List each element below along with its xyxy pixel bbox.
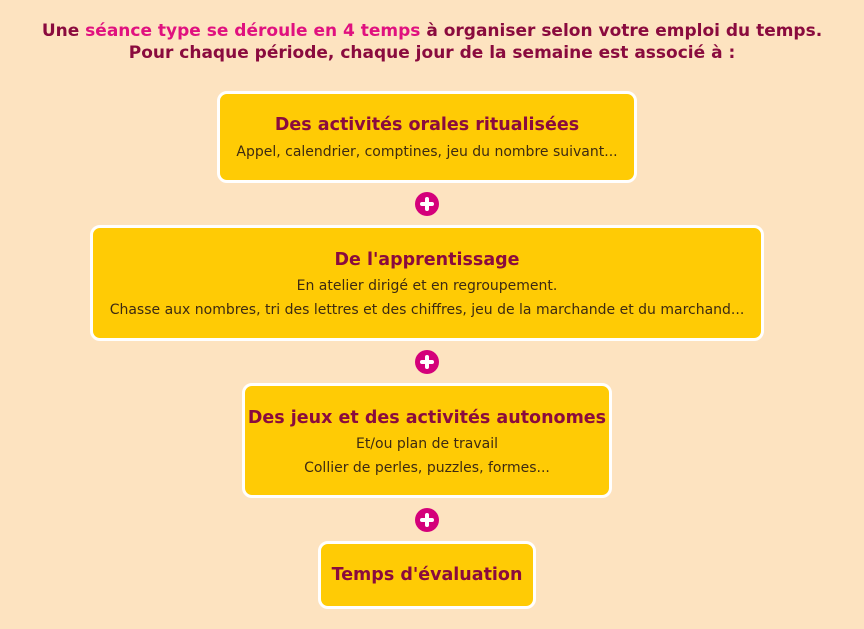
step-title: Des activités orales ritualisées bbox=[274, 115, 580, 135]
intro-line-1 bbox=[0, 20, 864, 42]
step-evaluation bbox=[318, 541, 536, 609]
intro-line-1-accent: séance type se déroule en 4 temps bbox=[85, 21, 421, 41]
step-line: Appel, calendrier, comptines, jeu du nombre suivant... bbox=[236, 144, 618, 160]
step-line: Collier de perles, puzzles, formes... bbox=[304, 460, 550, 476]
step-line: Chasse aux nombres, tri des lettres et des chiffres, jeu de la marchande et du marchand... bbox=[109, 302, 745, 318]
intro-text bbox=[0, 20, 864, 64]
step-oral-activities bbox=[217, 91, 637, 183]
step-line: En atelier dirigé et en regroupement. bbox=[296, 278, 558, 294]
intro-line-1-start: Une bbox=[41, 21, 86, 41]
intro-line-1-end: à organiser selon votre emploi du temps. bbox=[420, 21, 823, 41]
step-autonomous-games bbox=[242, 383, 612, 498]
step-line: Et/ou plan de travail bbox=[355, 436, 499, 452]
plus-icon bbox=[415, 508, 439, 532]
step-learning bbox=[90, 225, 764, 341]
step-title: Temps d'évaluation bbox=[331, 565, 523, 585]
plus-icon bbox=[415, 192, 439, 216]
plus-icon bbox=[415, 350, 439, 374]
intro-line-2: Pour chaque période, chaque jour de la semaine est associé à : bbox=[128, 43, 736, 63]
step-title: Des jeux et des activités autonomes bbox=[247, 408, 607, 428]
step-title: De l'apprentissage bbox=[334, 250, 520, 270]
